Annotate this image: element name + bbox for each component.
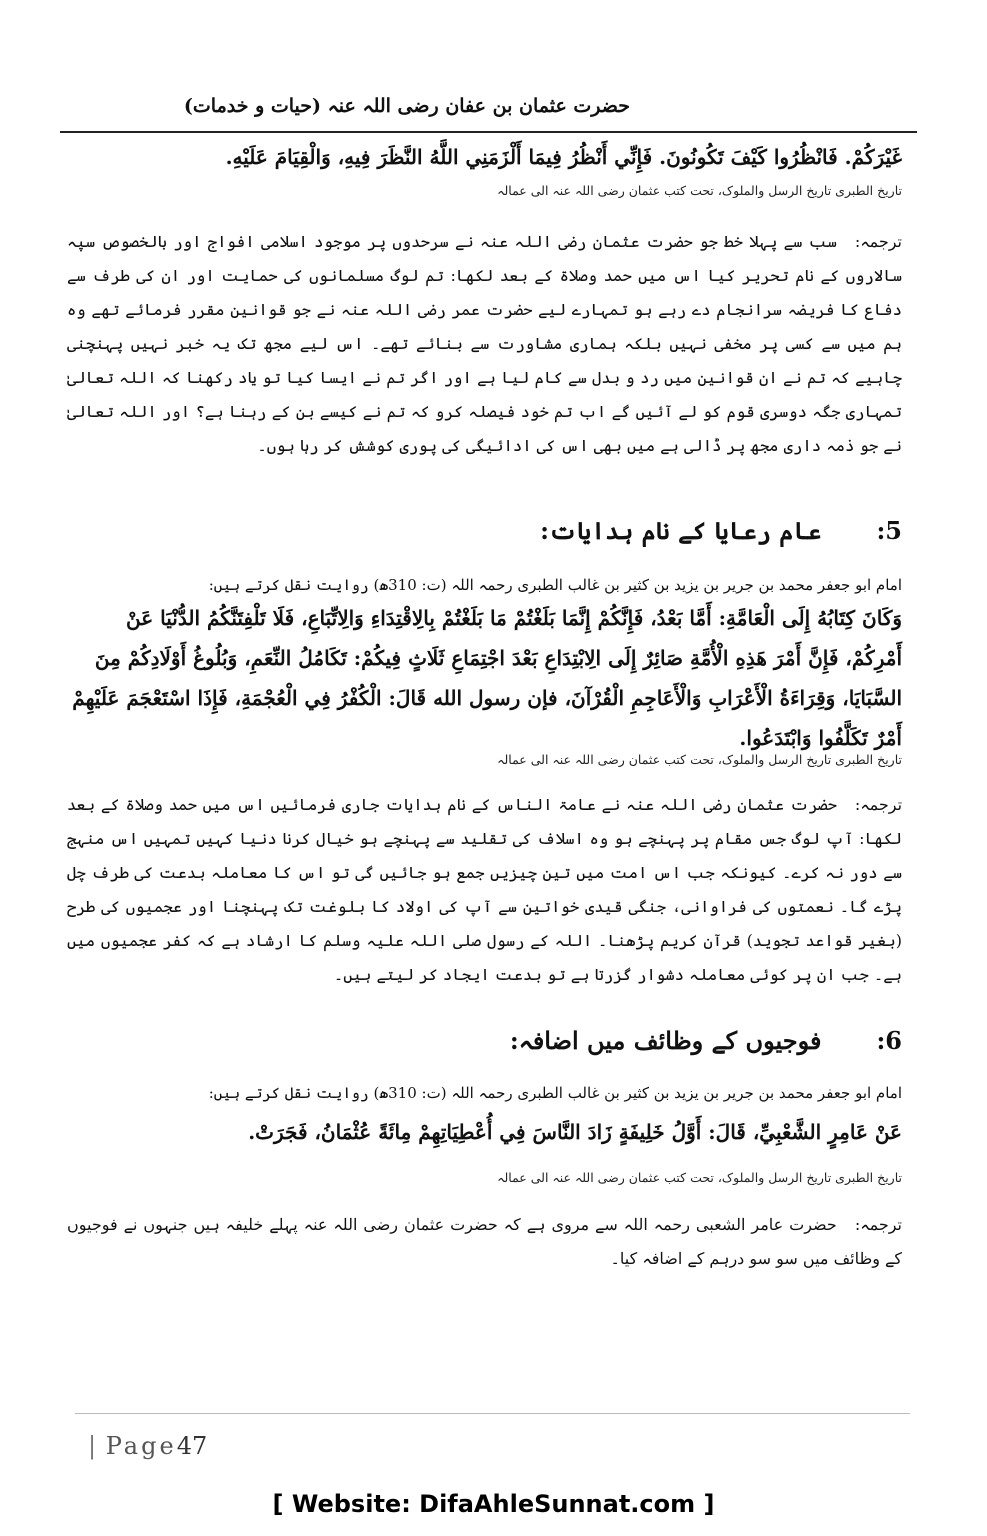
translation-label: ترجمہ: <box>854 1215 902 1234</box>
website-footer: [ Website: DifaAhleSunnat.com ] <box>272 1490 715 1518</box>
reference-top: تاریخ الطبری تاریخ الرسل والملوک، تحت کتب عثمان رضی اللہ عنہ الی عمالہ <box>497 183 902 198</box>
page-word: Page <box>105 1432 177 1460</box>
section-6-number: 6: <box>876 1026 902 1055</box>
section-6-intro: امام ابو جعفر محمد بن جریر بن یزید بن کثیر بن غالب الطبری رحمہ اللہ (ت: 310ھ) روایت نقل کرتے ہیں: <box>208 1084 902 1102</box>
section-5-title: عام رعایا کے نام ہدایات: <box>540 516 822 545</box>
translation-text: حضرت عامر الشعبی رحمہ اللہ سے مروی ہے کہ حضرت عثمان رضی اللہ عنہ پہلے خلیفہ ہیں جنہوں نے فوجیوں کے وظائف میں سو سو درہم کے اضافہ کیا۔ <box>67 1215 902 1268</box>
translation-label: ترجمہ: <box>854 232 902 251</box>
translation-top <box>67 225 902 463</box>
section-6-arabic: عَنْ عَامِرٍ الشَّعْبِيِّ، قَالَ: أَوَّلُ خَلِيفَةٍ زَادَ النَّاسَ فِي أُعْطِيَاتِهِمْ مِائَةً عُثْمَانُ، فَجَرَتْ. <box>248 1120 902 1144</box>
section-5-reference: تاریخ الطبری تاریخ الرسل والملوک، تحت کتب عثمان رضی اللہ عنہ الی عمالہ <box>497 752 902 767</box>
page-bar: | <box>88 1432 97 1460</box>
section-6-title: فوجیوں کے وظائف میں اضافہ: <box>509 1026 822 1055</box>
running-header <box>120 95 960 117</box>
translation-text: سب سے پہلا خط جو حضرت عثمان رضی اللہ عنہ نے سرحدوں پر موجود اسلامی افواج اور بالخصوص سپہ سالاروں کے نام تحریر کیا اس میں حمد وصلاۃ کے بعد لکھا: تم لوگ مسلمانوں کی حمایت اور ان کی طرف سے دفاع کا فریضہ سرانجام دے رہے ہو تمہارے لیے حضرت عمر رضی اللہ عنہ نے جو قوانین مقرر فرمائے تھے وہ ہم میں سے کسی پر مخفی نہیں بلکہ ہماری مشاورت سے بنائے تھے۔ اس لیے مجھ تک یہ خبر نہیں پہنچنی چاہیے کہ تم نے ان قوانین میں رد و بدل سے کام لیا ہے اور اگر تم نے ایسا کیا تو یاد رکھنا کہ اللہ تعالیٰ تمہاری جگہ دوسری قوم کو لے آئیں گے اب تم خود فیصلہ کرو کہ تم نے کیسے بن کے رہنا ہے؟ اور اللہ تعالیٰ نے جو ذمہ داری مجھ پر ڈالی ہے میں بھی اس کی ادائیگی کی پوری کوشش کر رہا ہوں۔ <box>67 232 902 455</box>
page-number: 47 <box>176 1432 208 1460</box>
arabic-quote-top: غَيْرَكُمْ. فَانْظُرُوا كَيْفَ تَكُونُونَ. فَإِنِّي أَنْظُرُ فِيمَا أَلْزَمَنِي اللَّهُ النَّظَرَ فِيهِ، وَالْقِيَامَ عَلَيْهِ. <box>225 145 902 169</box>
section-5-translation <box>67 788 902 992</box>
section-6-translation <box>67 1208 902 1276</box>
section-5-heading <box>302 516 902 545</box>
section-6-reference: تاریخ الطبری تاریخ الرسل والملوک، تحت کتب عثمان رضی اللہ عنہ الی عمالہ <box>497 1170 902 1185</box>
section-6-heading <box>302 1026 902 1055</box>
section-5-arabic: وَكَانَ كِتَابُهُ إِلَى الْعَامَّةِ: أَمَّا بَعْدُ، فَإِنَّكُمْ إِنَّمَا بَلَغْتُمْ مَا بَلَغْتُمْ بِالِاقْتِدَاءِ وَالِاتِّبَاعِ، فَلَا تَلْفِتَنَّكُمُ الدُّنْيَا عَنْ أَمْرِكُمْ، فَإِنَّ أَمْرَ هَذِهِ الْأُمَّةِ صَائِرٌ إِلَى الِابْتِدَاعِ بَعْدَ اجْتِمَاعِ ثَلَاثٍ فِيكُمْ: تَكَامُلُ النِّعَمِ، وَبُلُوغُ أَوْلَادِكُمْ مِنَ السَّبَايَا، وَقِرَاءَةُ الْأَعْرَابِ وَالْأَعَاجِمِ الْقُرْآنَ، فإن رسول الله قَالَ: الْكُفْرُ فِي الْعُجْمَةِ، فَإِذَا اسْتَعْجَمَ عَلَيْهِمْ أَمْرٌ تَكَلَّفُوا وَابْتَدَعُوا. <box>72 606 902 750</box>
footer-divider <box>75 1413 910 1414</box>
translation-label: ترجمہ: <box>854 795 903 814</box>
section-5-intro: امام ابو جعفر محمد بن جریر بن یزید بن کثیر بن غالب الطبری رحمہ اللہ (ت: 310ھ) روایت نقل کرتے ہیں: <box>208 576 902 594</box>
header-divider <box>60 131 917 133</box>
page-number-label <box>88 1432 207 1460</box>
translation-text: حضرت عثمان رضی اللہ عنہ نے عامۃ الناس کے نام ہدایات جاری فرمائیں اس میں حمد وصلاۃ کے بعد لکھا: آپ لوگ جس مقام پر پہنچے ہو وہ اسلاف کی تقلید سے پہنچے ہو خیال کرنا دنیا کہیں تمہیں اس منہج سے دور نہ کرے۔ کیونکہ جب اس امت میں تین چیزیں جمع ہو جائیں گی تو اس کا معاملہ بدعت کی طرف چل پڑے گا۔ نعمتوں کی فراوانی، جنگی قیدی خواتین سے آپ کی اولاد کا بلوغت تک پہنچنا اور عجمیوں کی طرح (بغیر قواعد تجوید) قرآن کریم پڑھنا۔ اللہ کے رسول صلی اللہ علیہ وسلم کا ارشاد ہے کہ کفر عجمیوں میں ہے۔ جب ان پر کوئی معاملہ دشوار گزرتا ہے تو بدعت ایجاد کر لیتے ہیں۔ <box>67 795 902 984</box>
book-title: حضرت عثمان بن عفان رضی اللہ عنہ (حیات و خدمات) <box>183 95 630 117</box>
section-5-number: 5: <box>876 516 902 545</box>
